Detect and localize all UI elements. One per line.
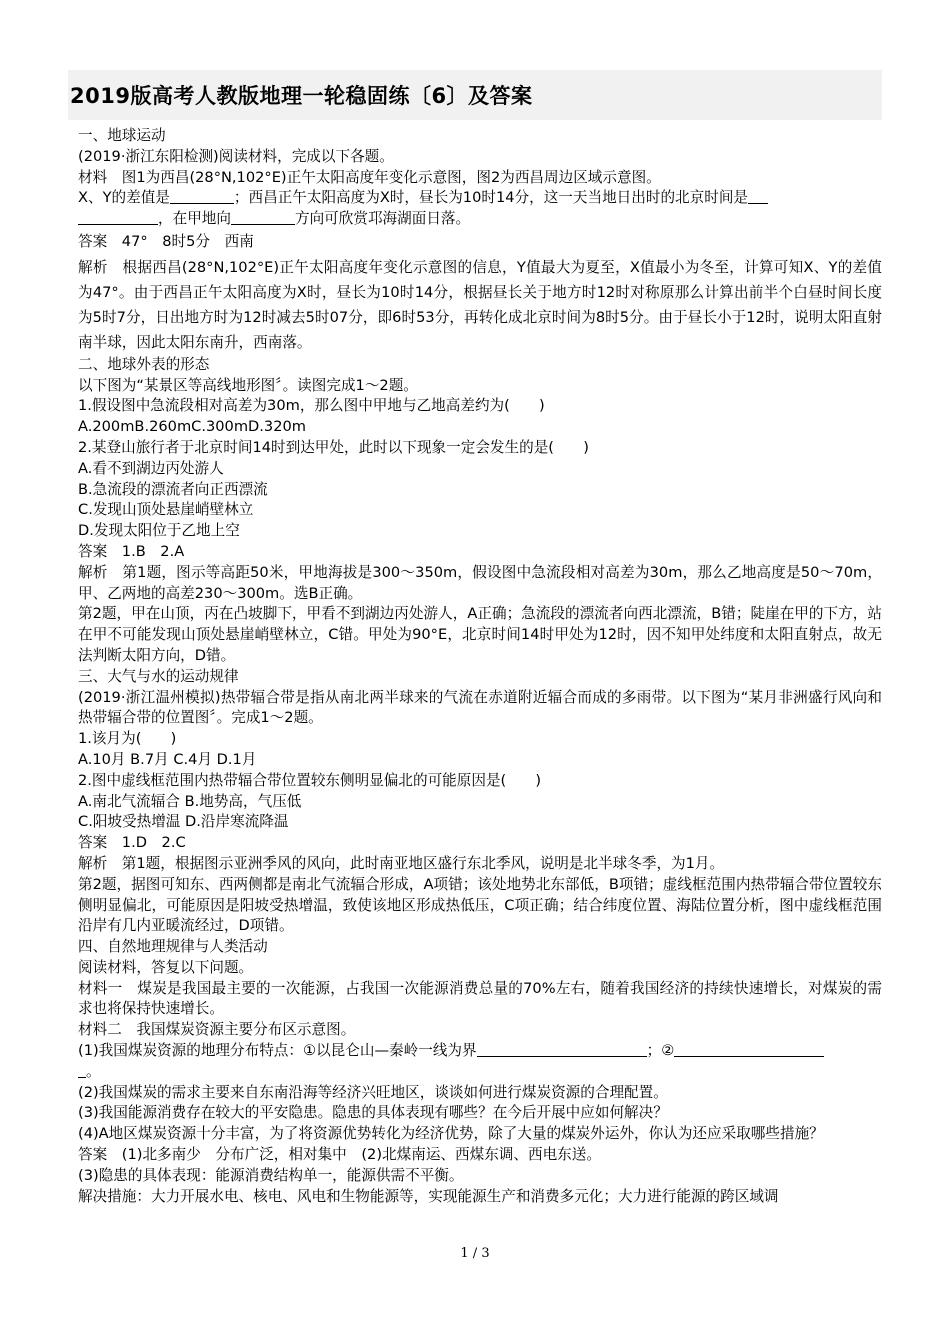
answer-blank [78,1062,86,1078]
question-paragraph: (4)A地区煤炭资源十分丰富，为了将资源优势转化为经济优势，除了大量的煤炭外运外，你认为还应采取哪些措施？ [78,1125,824,1143]
paragraph: 以下图为“某景区等高线地形图〞。读图完成1～2题。 [78,376,418,394]
answer-line: 解决措施：大力开展水电、核电、风电和生物能源等，实现能源生产和消费多元化；大力进行能源的跨区域调 [78,1187,779,1205]
question-line: (2)我国煤炭的需求主要来自东南沿海等经济兴旺地区，谈谈如何进行煤炭资源的合理配置。 [78,1083,668,1101]
options-line: A.200mB.260mC.300mD.320m [78,418,307,436]
option-line: A.看不到湖边丙处游人 [78,459,224,477]
question-line: 1.假设图中急流段相对高差为30m，那么图中甲地与乙地高差约为( ) [78,397,545,415]
question-text: ；西昌正午太阳高度为X时，昼长为10时14分，这一天当地日出时的北京时间是 [233,189,749,207]
question-text: ；② [646,1042,675,1060]
section-heading: 一、地球运动 [78,127,166,144]
paragraph: 阅读材料，答复以下问题。 [78,958,254,976]
page-indicator: 1 / 3 [460,1246,490,1261]
paragraph: (2019·浙江东阳检测)阅读材料，完成以下各题。 [78,147,394,165]
material-paragraph: 材料一 煤炭是我国最主要的一次能源，占我国一次能源消费总量的70%左右，随着我国经济的持续快速增长，对煤炭的需求也将保持快速增长。 [78,979,882,1018]
question-line: 2.某登山旅行者于北京时间14时到达甲处，此时以下现象一定会发生的是( ) [78,438,589,456]
question-paragraph [68,1041,882,1083]
answer-blank [674,1041,824,1057]
title-bar [68,70,882,120]
question-line: 1.该月为( ) [78,730,177,748]
analysis-paragraph: 解析 根据西昌(28°N,102°E)正午太阳高度年变化示意图的信息，Y值最大为夏至，X值最小为冬至，计算可知X、Y的差值为47°。由于西昌正午太阳高度为X时，昼长为10时14分，根据昼长关于地方时12时对称原那么计算出前半个白昼时间长度为5时7分，日出地方时为12时减去5时07分，即6时53分，再转化成北京时间为8时5分。由于昼长小于12时，说明太阳直射南半球，因此太阳东南升，西南落。 [78,258,882,351]
answer-blank [748,188,768,204]
question-paragraph [68,188,882,230]
section-heading: 三、大气与水的运动规律 [78,667,239,685]
question-line: (3)我国能源消费存在较大的平安隐患。隐患的具体表现有哪些？在今后开展中应如何解决？ [78,1104,668,1122]
answer-blank [170,188,234,204]
question-text: (1)我国煤炭资源的地理分布特点：①以昆仑山—秦岭一线为界 [78,1042,477,1060]
option-line: C.发现山顶处悬崖峭壁林立 [78,501,254,519]
question-text: ，在甲地向 [158,210,231,228]
answer-line: (3)隐患的具体表现：能源消费结构单一，能源供需不平衡。 [78,1166,464,1184]
analysis-paragraph: 解析 第1题，图示等高距50米，甲地海拔是300～350m，假设图中急流段相对高差为30m，那么乙地高度是50～70m，甲、乙两地的高差230～300m。选B正确。 [78,563,882,602]
option-line: D.发现太阳位于乙地上空 [78,522,240,540]
options-line: C.阳坡受热增温 D.沿岸寒流降温 [78,813,289,831]
answer-blank [231,209,295,225]
options-line: A.10月 B.7月 C.4月 D.1月 [78,750,257,768]
answer-line: 答案 1.D 2.C [78,834,186,852]
question-text: X、Y的差值是 [78,189,170,207]
document-page [68,70,882,1207]
answer-blank [477,1041,647,1057]
section-heading: 二、地球外表的形态 [78,355,210,373]
paragraph: (2019·浙江温州模拟)热带辐合带是指从南北两半球来的气流在赤道附近辐合而成的多雨带。以下图为“某月非洲盛行风向和热带辐合带的位置图〞。完成1～2题。 [78,688,882,727]
question-text: 。 [86,1062,101,1080]
answer-line: 答案 47° 8时5分 西南 [78,232,254,250]
document-title: 2019版高考人教版地理一轮稳固练〔6〕及答案 [70,84,533,108]
material-paragraph: 材料二 我国煤炭资源主要分布区示意图。 [78,1021,356,1039]
paragraph: 材料 图1为西昌(28°N,102°E)正午太阳高度年变化示意图，图2为西昌周边区域示意图。 [78,168,661,186]
analysis-paragraph: 解析 第1题，根据图示亚洲季风的风向，此时南亚地区盛行东北季风，说明是北半球冬季，为1月。 [78,854,725,872]
question-line: 2.图中虚线框范围内热带辐合带位置较东侧明显偏北的可能原因是( ) [78,771,542,789]
option-line: B.急流段的漂流者向正西漂流 [78,480,268,498]
analysis-paragraph: 第2题，甲在山顶，丙在凸坡脚下，甲看不到湖边丙处游人，A正确；急流段的漂流者向西北漂流，B错；陡崖在甲的下方，站在甲不可能发现山顶处悬崖峭壁林立，C错。甲处为90°E，北京时间14时甲处为12时，因不知甲处纬度和太阳直射点，故无法判断太阳方向，D错。 [78,605,882,664]
section-heading: 四、自然地理规律与人类活动 [78,938,268,956]
answer-line: 答案 (1)北多南少 分布广泛，相对集中 (2)北煤南运、西煤东调、西电东送。 [78,1146,601,1164]
answer-line: 答案 1.B 2.A [78,542,185,560]
analysis-paragraph: 第2题，据图可知东、西两侧都是南北气流辐合形成，A项错；该处地势北东部低，B项错；虚线框范围内热带辐合带位置较东侧明显偏北，可能原因是阳坡受热增温，致使该地区形成热低压，C项正确；结合纬度位置、海陆位置分析，图中虚线框范围沿岸有几内亚暖流经过，D项错。 [78,875,882,935]
document-body [68,126,882,1207]
options-line: A.南北气流辐合 B.地势高，气压低 [78,792,302,810]
question-text: 方向可欣赏邛海湖面日落。 [294,210,471,228]
answer-blank [78,209,158,225]
